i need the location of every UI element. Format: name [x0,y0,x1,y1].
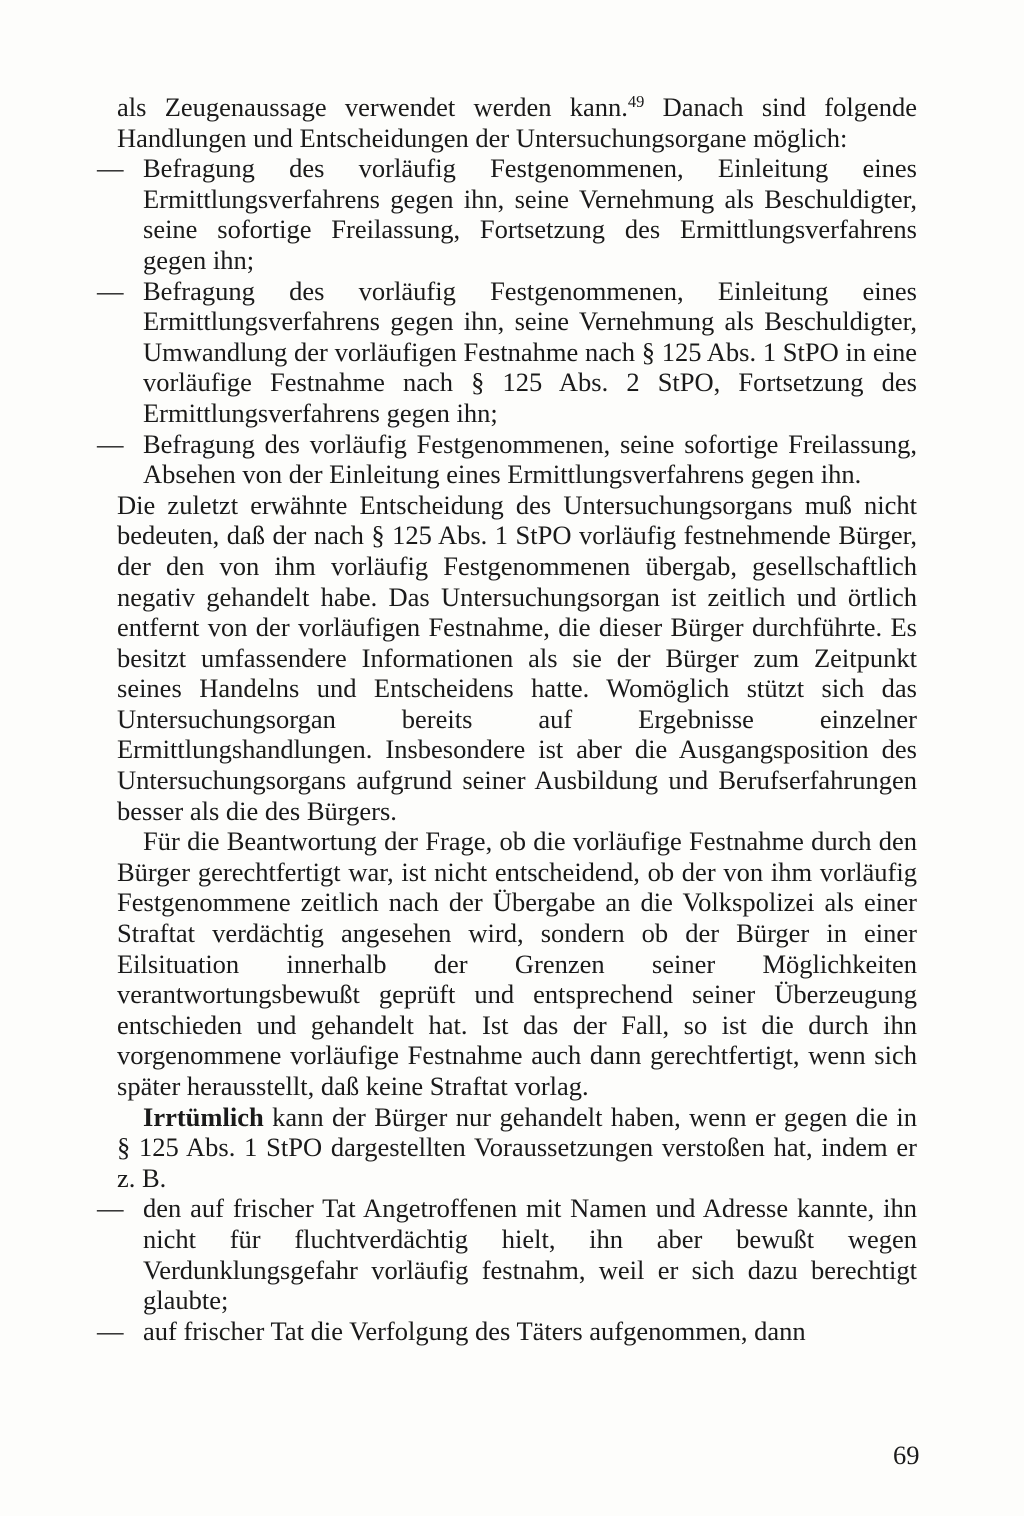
list-item-text: auf frischer Tat die Verfolgung des Täters aufgenommen, dann [143,1315,806,1346]
list-item-text: den auf frischer Tat Angetroffenen mit Namen und Adresse kannte, ihn nicht für fluchtverdächtig hielt, ihn aber bewußt wegen Verdunklungsgefahr vorläufig festnahm, weil er sich dazu berechtigt glaubte; [143,1193,917,1316]
dash-marker: — [97,153,124,184]
list-item [97,1193,917,1316]
paragraph-decision: Die zuletzt erwähnte Entscheidung des Untersuchungsorgans muß nicht bedeuten, daß der nach § 125 Abs. 1 StPO vorläufig festnehmende Bürger, der den von ihm vorläufig Festgenommenen übergab, gesellschaftlich negativ gehandelt habe. Das Untersuchungsorgan ist zeitlich und örtlich entfernt von der vorläufigen Festnahme, die dieser Bürger durchführte. Es besitzt umfassendere Informationen als sie der Bürger zum Zeitpunkt seines Handelns und Entscheidens hatte. Womöglich stützt sich das Untersuchungsorgan bereits auf Ergebnisse einzelner Ermittlungshandlungen. Insbesondere ist aber die Ausgangsposition des Untersuchungsorgans aufgrund seiner Ausbildung und Berufserfahrungen besser als die des Bürgers. [117,489,917,826]
list-item-text: Befragung des vorläufig Festgenommenen, seine sofortige Freilassung, Absehen von der Einleitung eines Ermittlungsverfahrens gegen ihn. [143,428,917,490]
paragraph-intro-part-a: als Zeugenaussage verwendet werden kann. [117,92,628,122]
bold-term: Irrtümlich [143,1101,264,1132]
list-item [97,153,917,275]
dash-marker: — [97,1315,124,1346]
dash-marker: — [97,1193,124,1224]
dash-marker: — [97,275,124,306]
paragraph-intro [117,92,917,153]
body-text [97,91,917,1346]
paragraph-justification: Für die Beantwortung der Frage, ob die vorläufige Festnahme durch den Bürger gerechtfertigt war, ist nicht entscheidend, ob der von ihm vorläufig Festgenommene zeitlich nach der Übergabe an die Volkspolizei als einer Straftat verdächtig angesehen wird, sondern ob der Bürger in einer Eilsituation innerhalb der Grenzen seiner Möglichkeiten verantwortungsbewußt geprüft und entsprechend seiner Überzeugung entschieden und gehandelt hat. Ist das der Fall, so ist die durch ihn vorgenommene vorläufige Festnahme auch dann gerechtfertigt, wenn sich später herausstellt, daß keine Straftat vorlag. [117,826,917,1101]
list-item [97,275,917,429]
options-list [97,153,917,490]
list-item-text: Befragung des vorläufig Festgenommenen, Einleitung eines Ermittlungsverfahrens gegen ihn, seine Vernehmung als Beschuldigter, seine sofortige Freilassung, Fortsetzung des Ermittlungsverfahrens gegen ihn; [143,153,917,275]
paragraph-mistake-text: kann der Bürger nur gehandelt haben, wenn er gegen die in § 125 Abs. 1 StPO dargestellten Voraussetzungen verstoßen hat, indem er z. B. [117,1101,917,1193]
list-item [97,1315,917,1347]
footnote-reference: 49 [627,91,645,111]
dash-marker: — [97,428,124,459]
list-item [97,428,917,490]
paragraph-mistake [117,1102,917,1194]
page-number: 69 [893,1440,920,1470]
list-item-text: Befragung des vorläufig Festgenommenen, Einleitung eines Ermittlungsverfahrens gegen ihn, seine Vernehmung als Beschuldigter, Umwandlung der vorläufigen Festnahme nach § 125 Abs. 1 StPO in eine vorläufige Festnahme nach § 125 Abs. 2 StPO, Fortsetzung des Ermittlungsverfahrens gegen ihn; [143,275,917,428]
paragraph-intro-part-b: Danach sind folgende Handlungen und Entscheidungen der Untersuchungsorgane möglich: [117,92,917,153]
examples-list [97,1193,917,1346]
